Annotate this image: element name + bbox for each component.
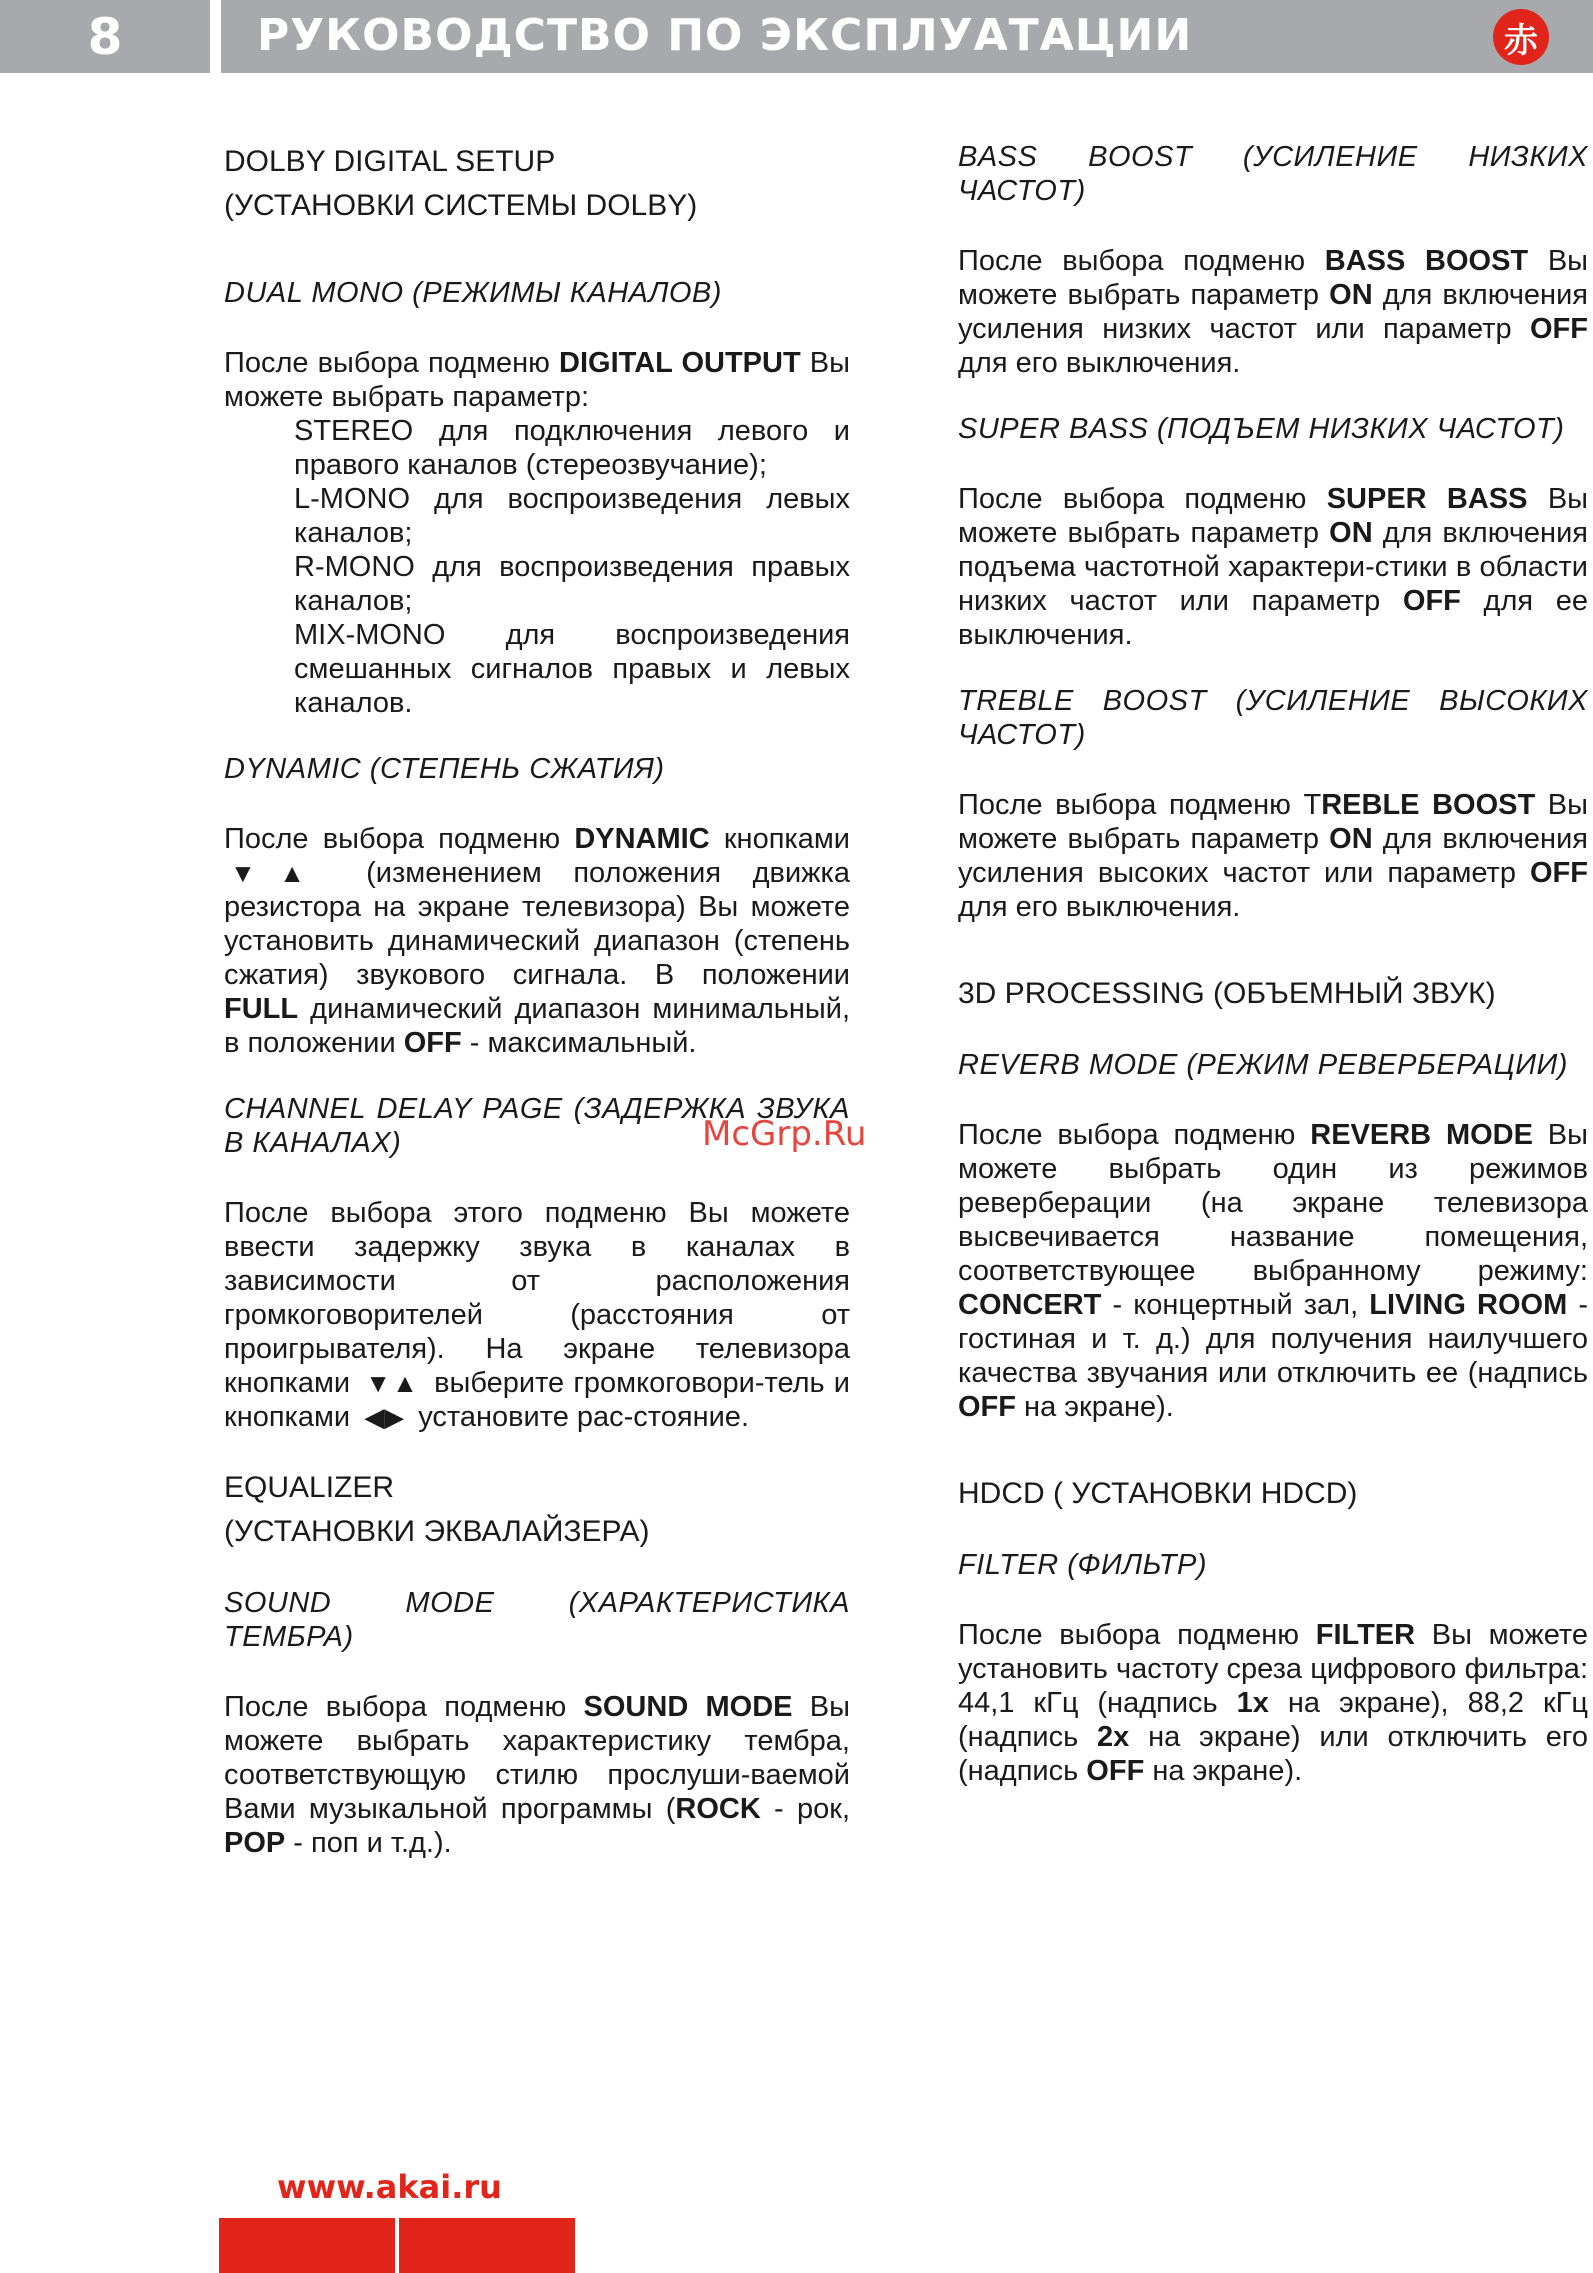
header-bar xyxy=(221,0,1593,73)
dynamic-paragraph: После выбора подменю DYNAMIC кнопками ▼▲ (изменением положения движка резистора на экране телевизора) Вы можете установить динамический диапазон (степень сжатия) звукового сигнала. В положении FULL динамический диапазон минимальный, в положении OFF - максимальный. xyxy=(224,823,850,1059)
brand-logo-icon xyxy=(1493,9,1549,65)
bass-boost-paragraph: После выбора подменю BASS BOOST Вы можете выбрать параметр ON для включения усиления низких частот или параметр OFF для его выключения. xyxy=(958,245,1589,379)
left-column xyxy=(224,140,850,1860)
reverb-mode-paragraph: После выбора подменю REVERB MODE Вы можете выбрать один из режимов реверберации (на экране телевизора высвечивается название помещения, соответствующее выбранному режиму: CONCERT - концертный зал, LIVING ROOM - гостиная и т. д.) для получения наилучшего качества звучания или отключить ее (надпись OFF на экране). xyxy=(958,1119,1588,1423)
equalizer-section-subtitle: (УСТАНОВКИ ЭКВАЛАЙЗЕРА) xyxy=(224,1515,650,1548)
page-header-title: РУКОВОДСТВО ПО ЭКСПЛУАТАЦИИ xyxy=(257,10,1193,61)
down-up-arrow-icon: ▼▲ xyxy=(230,858,329,888)
reverb-mode-heading: REVERB MODE (РЕЖИМ РЕВЕРБЕРАЦИИ) xyxy=(958,1049,1568,1081)
right-column xyxy=(958,140,1588,1788)
page-number: 8 xyxy=(87,7,123,66)
dynamic-heading: DYNAMIC (СТЕПЕНЬ СЖАТИЯ) xyxy=(224,753,665,785)
footer-bar xyxy=(219,2218,575,2273)
3d-processing-section-title: 3D PROCESSING (ОБЪЕМНЫЙ ЗВУК) xyxy=(958,977,1496,1010)
filter-heading: FILTER (ФИЛЬТР) xyxy=(958,1549,1208,1581)
sound-mode-heading: SOUND MODE (ХАРАКТЕРИСТИКА ТЕМБРА) xyxy=(224,1587,850,1653)
dolby-section-title: DOLBY DIGITAL SETUP xyxy=(224,145,556,178)
sound-mode-paragraph: После выбора подменю SOUND MODE Вы можете выбрать характеристику тембра, соответствующую стилю прослуши-ваемой Вами музыкальной программы (ROCK - рок, POP - поп и т.д.). xyxy=(224,1691,850,1859)
dolby-section-subtitle: (УСТАНОВКИ СИСТЕМЫ DOLBY) xyxy=(224,189,698,222)
filter-paragraph: После выбора подменю FILTER Вы можете установить частоту среза цифрового фильтра: 44,1 кГц (надпись 1x на экране), 88,2 кГц (надпись 2x на экране) или отключить его (надпись OFF на экране). xyxy=(958,1619,1588,1787)
bass-boost-heading: BASS BOOST (УСИЛЕНИЕ НИЗКИХ ЧАСТОТ) xyxy=(958,141,1588,207)
left-right-arrow-icon: ◀▶ xyxy=(364,1402,405,1432)
hdcd-section-title: HDCD ( УСТАНОВКИ HDCD) xyxy=(958,1477,1358,1510)
rmono-option: R-MONO для воспроизведения правых каналов; xyxy=(294,551,850,617)
super-bass-paragraph: После выбора подменю SUPER BASS Вы можете выбрать параметр ON для включения подъема частотной характери-стики в области низких частот или параметр OFF для ее выключения. xyxy=(958,483,1589,651)
dual-mono-heading: DUAL MONO (РЕЖИМЫ КАНАЛОВ) xyxy=(224,277,722,309)
down-up-arrow-icon: ▼▲ xyxy=(365,1368,419,1398)
footer-divider xyxy=(395,2218,399,2273)
watermark: McGrp.Ru xyxy=(702,1114,867,1154)
stereo-option: STEREO для подключения левого и правого каналов (стереозвучание); xyxy=(294,415,850,481)
channel-delay-paragraph: После выбора этого подменю Вы можете ввести задержку звука в каналах в зависимости от расположения громкоговорителей (расстояния от проигрывателя). На экране телевизора кнопками ▼▲ выберите громкоговори-тель и кнопками ◀▶ установите рас-стояние. xyxy=(224,1197,850,1433)
mixmono-option: MIX-MONO для воспроизведения смешанных сигналов правых и левых каналов. xyxy=(294,619,850,719)
lmono-option: L-MONO для воспроизведения левых каналов; xyxy=(294,483,850,549)
treble-boost-heading: TREBLE BOOST (УСИЛЕНИЕ ВЫСОКИХ ЧАСТОТ) xyxy=(958,685,1588,751)
equalizer-section-title: EQUALIZER xyxy=(224,1471,395,1504)
channel-delay-heading: CHANNEL DELAY PAGE (ЗАДЕРЖКА ЗВУКА В КАНАЛАХ) xyxy=(224,1093,850,1159)
logo-glyph: 赤 xyxy=(1504,20,1538,61)
page-number-box xyxy=(0,0,210,73)
treble-boost-paragraph: После выбора подменю ТREBLE BOOST Вы можете выбрать параметр ON для включения усиления высоких частот или параметр OFF для его выключения. xyxy=(958,789,1588,923)
footer-website-link[interactable]: www.akai.ru xyxy=(277,2168,502,2206)
dual-mono-paragraph: После выбора подменю DIGITAL OUTPUT Вы можете выбрать параметр: xyxy=(224,347,850,413)
super-bass-heading: SUPER BASS (ПОДЪЕМ НИЗКИХ ЧАСТОТ) xyxy=(958,413,1565,445)
